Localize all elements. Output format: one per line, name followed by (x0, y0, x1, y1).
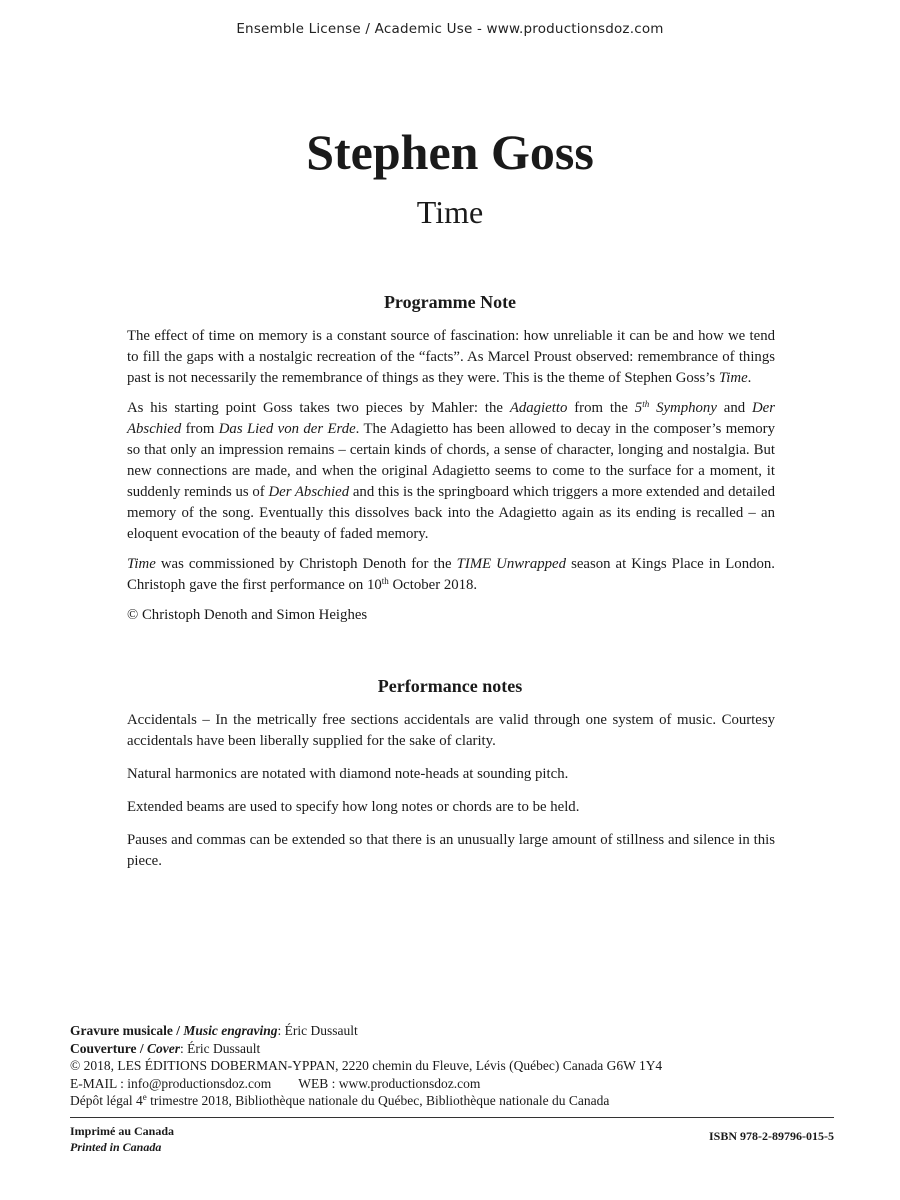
programme-copyright: © Christoph Denoth and Simon Heighes (127, 607, 368, 623)
contact-line (70, 1075, 830, 1093)
performance-note-item: Pauses and commas can be extended so that there is an unusually large amount of stillness and silence in this piece. (127, 832, 775, 869)
programme-note-body (127, 326, 775, 635)
programme-paragraph-1: The effect of time on memory is a constant source of fascination: how unreliable it can be and how we tend to fill the gaps with a nostalgic recreation of the “facts”. As Marcel Proust observed: remembrance of things past is not necessarily the remembrance of things as they were. This is the theme of Stephen Goss’s Time. (127, 328, 775, 386)
printed-in: Imprimé au Canada Printed in Canada (70, 1124, 175, 1154)
performance-notes-heading: Performance notes (377, 676, 523, 696)
email-text: E-MAIL : info@productionsdoz.com (70, 1075, 272, 1091)
work-title: Time (416, 194, 484, 230)
publisher-credits (70, 1022, 830, 1110)
performance-notes-body (127, 710, 775, 884)
programme-paragraph-2: As his starting point Goss takes two pieces by Mahler: the Adagietto from the 5th Symphony and Der Abschied from Das Lied von der Erde. The Adagietto has been allowed to decay in the composer’s memory so that only an impression remains – certain kinds of chords, a sense of character, longing and nostalgia. But new connections are made, and when the original Adagietto seems to come to the surface for a moment, it suddenly reminds us of Der Abschied and this is the springboard which triggers a more extended and detailed memory of the song. Eventually this dissolves back into the Adagietto again as its ending is recalled – an eloquent evocation of the beauty of faded memory. (127, 399, 775, 542)
copyright-line: © 2018, LES ÉDITIONS DOBERMAN-YPPAN, 2220 chemin du Fleuve, Lévis (Québec) Canada G6W 1Y4 (70, 1058, 663, 1073)
engraving-credit: Gravure musicale / Music engraving: Éric Dussault (70, 1023, 358, 1038)
performance-note-item: Accidentals – In the metrically free sections accidentals are valid through one system of music. Courtesy accidentals have been liberally supplied for the sake of clarity. (127, 712, 775, 749)
programme-paragraph-3: Time was commissioned by Christoph Denoth for the TIME Unwrapped season at Kings Place in London. Christoph gave the first performance on 10th October 2018. (127, 556, 775, 593)
footer-divider (70, 1117, 834, 1118)
programme-note-heading: Programme Note (383, 292, 517, 312)
performance-note-item: Natural harmonics are notated with diamond note-heads at sounding pitch. (127, 766, 569, 782)
isbn-number: ISBN 978-2-89796-015-5 (709, 1129, 834, 1143)
composer-name: Stephen Goss (306, 124, 594, 180)
license-banner: Ensemble License / Academic Use - www.productionsdoz.com (236, 21, 664, 37)
web-text: WEB : www.productionsdoz.com (298, 1075, 481, 1091)
cover-credit: Couverture / Cover: Éric Dussault (70, 1040, 261, 1056)
legal-deposit-line: Dépôt légal 4e trimestre 2018, Bibliothèque nationale du Québec, Bibliothèque nationale du Canada (70, 1092, 610, 1108)
performance-note-item: Extended beams are used to specify how long notes or chords are to be held. (127, 799, 580, 815)
